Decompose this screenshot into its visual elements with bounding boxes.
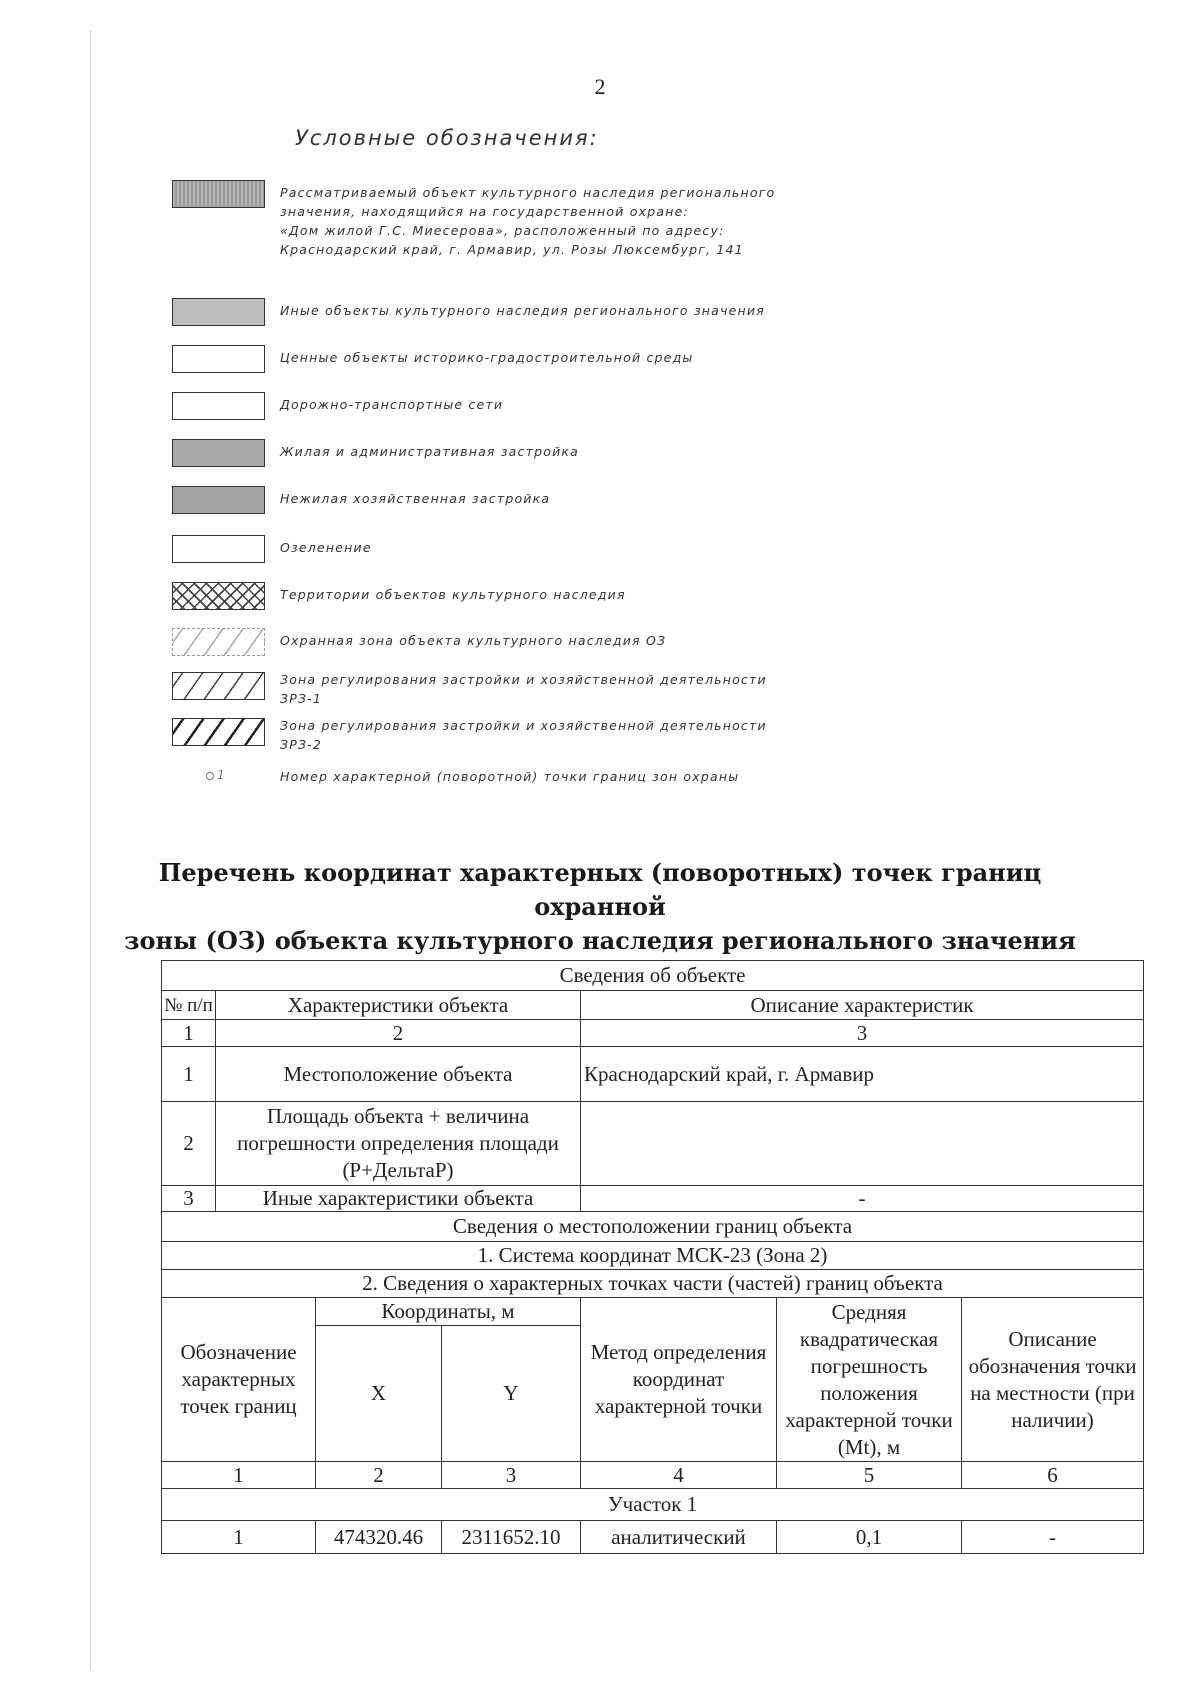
table-row bbox=[162, 1521, 1144, 1554]
document-title bbox=[100, 856, 1100, 958]
header-description: Описание характеристик bbox=[581, 991, 1144, 1020]
points-colnum: 3 bbox=[442, 1462, 581, 1489]
legend-text: Нежилая хозяйственная застройка bbox=[280, 491, 551, 506]
row-num: 1 bbox=[162, 1047, 216, 1102]
legend-item-zrz-2 bbox=[172, 718, 1072, 758]
points-colnum: 5 bbox=[777, 1462, 962, 1489]
points-header-method: Метод определения координат характерной точки bbox=[581, 1298, 777, 1462]
legend-swatch-greenery bbox=[172, 535, 265, 563]
legend-item-other-heritage bbox=[172, 298, 1072, 338]
legend-swatch-zrz-1 bbox=[172, 672, 265, 700]
legend-item-protection-zone bbox=[172, 628, 1072, 668]
legend-item-roads bbox=[172, 392, 1072, 432]
legend-swatch-zrz-2 bbox=[172, 718, 265, 746]
point-circle-icon bbox=[206, 772, 214, 780]
plot-label: Участок 1 bbox=[162, 1489, 1144, 1521]
points-colnum: 4 bbox=[581, 1462, 777, 1489]
point-marker bbox=[206, 768, 225, 782]
legend-text: Озеленение bbox=[280, 540, 372, 555]
legend-item-zrz-1 bbox=[172, 672, 1072, 712]
point-mt: 0,1 bbox=[777, 1521, 962, 1554]
points-header-coords: Координаты, м bbox=[316, 1298, 581, 1326]
row-description: - bbox=[581, 1186, 1144, 1212]
legend-text: Зона регулирования застройки и хозяйственной деятельности ЗРЗ-2 bbox=[280, 718, 767, 752]
legend-swatch-other-heritage bbox=[172, 298, 265, 326]
legend-swatch-valuable-objects bbox=[172, 345, 265, 373]
points-colnum: 2 bbox=[316, 1462, 442, 1489]
legend-item-heritage-territory bbox=[172, 582, 1072, 622]
row-characteristic: Площадь объекта + величина погрешности определения площади (P+ДельтаP) bbox=[216, 1102, 581, 1186]
legend-text: Территории объектов культурного наследия bbox=[280, 587, 626, 602]
legend-text: Охранная зона объекта культурного наследия ОЗ bbox=[280, 633, 667, 648]
legend-text: Жилая и административная застройка bbox=[280, 444, 580, 459]
legend-swatch-object bbox=[172, 180, 265, 208]
legend-swatch-non-residential bbox=[172, 486, 265, 514]
points-header-error: Средняя квадратическая погрешность положения характерной точки (Mt), м bbox=[777, 1298, 962, 1462]
legend-text: Зона регулирования застройки и хозяйственной деятельности ЗРЗ-1 bbox=[280, 672, 767, 706]
page-edge-line bbox=[90, 30, 91, 1670]
legend-text: Рассматриваемый объект культурного наследия регионального значения, находящийся на государственной охране: «Дом жилой Г.С. Миесерова», расположенный по адресу: Краснодарский край, г. Армавир, ул. Розы Люксембург, 141 bbox=[280, 185, 776, 257]
legend-item-point-number bbox=[172, 764, 1072, 804]
row-description bbox=[581, 1102, 1144, 1186]
legend-item-valuable-objects bbox=[172, 345, 1072, 385]
legend-text: Номер характерной (поворотной) точки границ зон охраны bbox=[280, 769, 740, 784]
legend-text: Иные объекты культурного наследия регионального значения bbox=[280, 303, 765, 318]
points-colnum: 6 bbox=[962, 1462, 1144, 1489]
legend-swatch-heritage-territory bbox=[172, 582, 265, 610]
points-section-title: 2. Сведения о характерных точках части (частей) границ объекта bbox=[162, 1270, 1144, 1298]
row-description: Краснодарский край, г. Армавир bbox=[581, 1047, 1144, 1102]
legend-item-non-residential bbox=[172, 486, 1072, 526]
coordinate-system: 1. Система координат МСК-23 (Зона 2) bbox=[162, 1242, 1144, 1270]
point-marker-label: 1 bbox=[217, 768, 225, 782]
row-num: 2 bbox=[162, 1102, 216, 1186]
point-x: 474320.46 bbox=[316, 1521, 442, 1554]
legend-swatch-residential bbox=[172, 439, 265, 467]
header-num: № п/п bbox=[162, 991, 216, 1020]
section-object-info: Сведения об объекте bbox=[162, 961, 1144, 991]
row-characteristic: Иные характеристики объекта bbox=[216, 1186, 581, 1212]
section-location-info: Сведения о местоположении границ объекта bbox=[162, 1212, 1144, 1242]
legend-swatch-roads bbox=[172, 392, 265, 420]
legend-swatch-protection-zone bbox=[172, 628, 265, 656]
coordinates-table bbox=[161, 960, 1144, 1554]
colnum: 1 bbox=[162, 1020, 216, 1047]
colnum: 3 bbox=[581, 1020, 1144, 1047]
row-characteristic: Местоположение объекта bbox=[216, 1047, 581, 1102]
legend-item-residential bbox=[172, 439, 1072, 479]
point-description: - bbox=[962, 1521, 1144, 1554]
points-header-description: Описание обозначения точки на местности (при наличии) bbox=[962, 1298, 1144, 1462]
points-header-y: Y bbox=[442, 1326, 581, 1462]
legend-title: Условные обозначения: bbox=[295, 126, 599, 150]
point-method: аналитический bbox=[581, 1521, 777, 1554]
header-characteristics: Характеристики объекта bbox=[216, 991, 581, 1020]
points-header-designation: Обозначение характерных точек границ bbox=[162, 1298, 316, 1462]
points-colnum: 1 bbox=[162, 1462, 316, 1489]
point-y: 2311652.10 bbox=[442, 1521, 581, 1554]
page-number: 2 bbox=[594, 74, 606, 99]
points-header-x: X bbox=[316, 1326, 442, 1462]
colnum: 2 bbox=[216, 1020, 581, 1047]
row-num: 3 bbox=[162, 1186, 216, 1212]
legend-text: Ценные объекты историко-градостроительной среды bbox=[280, 350, 694, 365]
legend-item-greenery bbox=[172, 535, 1072, 575]
legend-text: Дорожно-транспортные сети bbox=[280, 397, 504, 412]
document-title-text: Перечень координат характерных (поворотных) точек границ охранной зоны (ОЗ) объекта культурного наследия регионального значения bbox=[124, 858, 1076, 955]
point-id: 1 bbox=[162, 1521, 316, 1554]
legend-item-object bbox=[172, 180, 1072, 257]
